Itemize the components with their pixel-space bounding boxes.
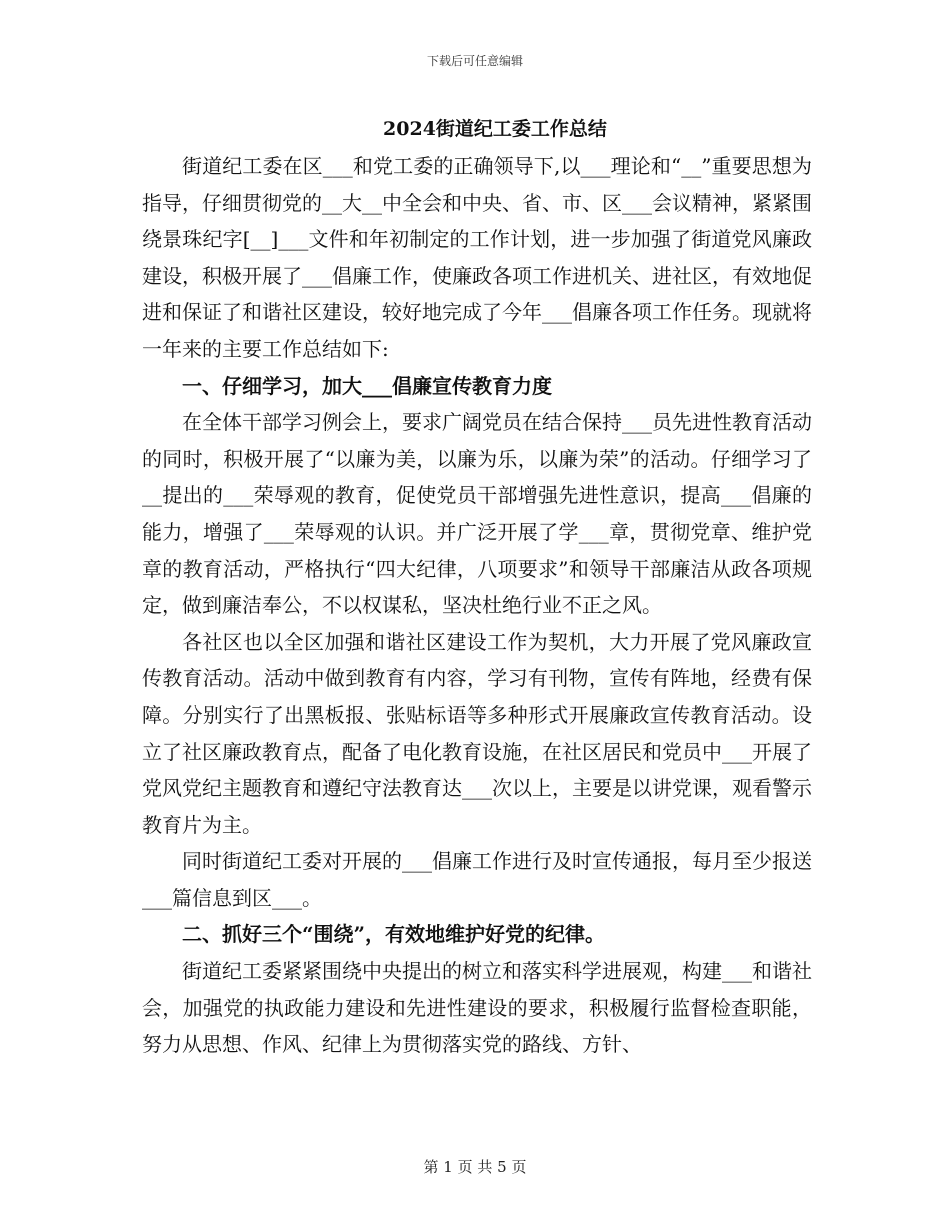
section-1-paragraph-3: 同时街道纪工委对开展的___倡廉工作进行及时宣传通报，每月至少报送___篇信息到区___。 [142, 849, 812, 910]
section-1-paragraph-1: 在全体干部学习例会上，要求广阔党员在结合保持___员先进性教育活动的同时，积极开展了“以廉为美，以廉为乐，以廉为荣”的活动。仔细学习了__提出的___荣辱观的教育，促使党员干部增强先进性意识，提高___倡廉的能力，增强了___荣辱观的认识。并广泛开展了学___章，贯彻党章、维护党章的教育活动，严格执行“四大纪律，八项要求”和领导干部廉洁从政各项规定，做到廉洁奉公，不以权谋私，坚决杜绝行业不正之风。 [142, 410, 812, 618]
section-2-heading: 二、抓好三个“围绕”，有效地维护好党的纪律。 [182, 922, 606, 947]
page-number: 第 1 页 共 5 页 [423, 1158, 527, 1176]
header-note: 下载后可任意编辑 [426, 54, 523, 68]
document-title: 2024街道纪工委工作总结 [383, 118, 607, 140]
document-body [142, 148, 812, 1063]
section-1-paragraph-2: 各社区也以全区加强和谐社区建设工作为契机，大力开展了党风廉政宣传教育活动。活动中做到教育有内容，学习有刊物，宣传有阵地，经费有保障。分别实行了出黑板报、张贴标语等多种形式开展廉政宣传教育活动。设立了社区廉政教育点，配备了电化教育设施，在社区居民和党员中___开展了党风党纪主题教育和遵纪守法教育达___次以上，主要是以讲党课，观看警示教育片为主。 [142, 629, 812, 837]
intro-paragraph: 街道纪工委在区___和党工委的正确领导下,以___理论和“__”重要思想为指导，仔细贯彻党的__大__中全会和中央、省、市、区___会议精神，紧紧围绕景珠纪字[__]___文件和年初制定的工作计划，进一步加强了街道党风廉政建设，积极开展了___倡廉工作，使廉政各项工作进机关、进社区，有效地促进和保证了和谐社区建设，较好地完成了今年___倡廉各项工作任务。现就将一年来的主要工作总结如下: [142, 154, 812, 361]
section-2-paragraph-1: 街道纪工委紧紧围绕中央提出的树立和落实科学进展观，构建___和谐社会，加强党的执政能力建设和先进性建设的要求，积极履行监督检查职能，努力从思想、作风、纪律上为贯彻落实党的路线、方针、 [142, 959, 812, 1057]
section-1-heading: 一、仔细学习，加大___倡廉宣传教育力度 [182, 373, 552, 398]
